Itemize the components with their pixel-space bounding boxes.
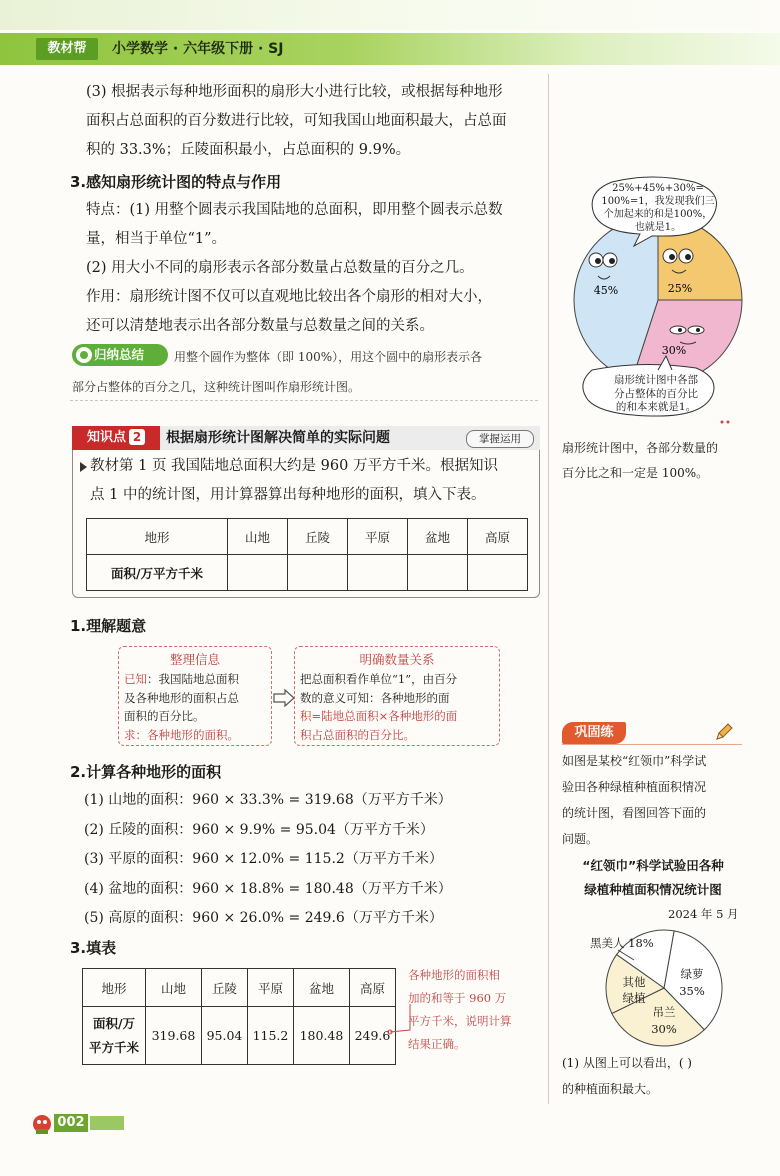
paragraph-line: (3) 根据表示每种地形面积的扇形大小进行比较，或根据每种地形 xyxy=(86,84,503,100)
info-box-body xyxy=(124,670,270,744)
pencil-icon xyxy=(714,722,734,742)
question-1 xyxy=(562,1050,692,1102)
calc-line: (4) 盆地的面积：960 × 18.8% = 180.48（万平方千米） xyxy=(84,880,452,897)
table-header-cell: 平原 xyxy=(247,969,293,1007)
pie-slice-label: 45% xyxy=(593,284,619,297)
table-header-cell: 平原 xyxy=(348,519,408,555)
consolidate-tag: 巩固练 xyxy=(562,722,626,744)
decoration-dot xyxy=(721,421,724,424)
kp-tag-label: 知识点 xyxy=(86,430,126,445)
paragraph-3 xyxy=(86,78,546,165)
knowledge-point-tag xyxy=(72,426,160,450)
chart-title-line: 绿植种植面积情况统计图 xyxy=(584,882,722,897)
question-line: 验田各种绿植种植面积情况 xyxy=(562,780,707,794)
question-line: 如图是某校“红领巾”科学试 xyxy=(562,754,707,768)
answer-cell: 95.04 xyxy=(201,1007,247,1065)
table-header-cell: 地形 xyxy=(87,519,228,555)
pie2-label-pothos: 绿萝 35% xyxy=(679,967,705,998)
info-line: 面积的百分比。 xyxy=(124,709,205,723)
blank-answer-cell[interactable] xyxy=(408,555,468,591)
table-header-cell: 山地 xyxy=(228,519,288,555)
summary-line-2: 部分占整体的百分之几，这种统计图叫作扇形统计图。 xyxy=(72,380,361,394)
pie2-label-black-beauty xyxy=(590,934,654,952)
question-line: 的统计图，看图回答下面的 xyxy=(562,806,707,820)
feature-line: 还可以清楚地表示出各部分数量与总数量之间的关系。 xyxy=(86,318,434,334)
table-header-cell: 盆地 xyxy=(293,969,349,1007)
target-icon xyxy=(76,347,92,363)
info-box-title: 整理信息 xyxy=(169,652,220,667)
features-block xyxy=(86,196,546,341)
calc-title: 2.计算各种地形的面积 xyxy=(70,763,222,781)
blank-area-table xyxy=(86,518,528,591)
note-line: 加的和等于 960 万 xyxy=(408,991,507,1005)
row-label-line: 平方千米 xyxy=(88,1039,139,1055)
relation-line: 积=陆地总面积×各种地形的面 xyxy=(300,709,458,723)
relation-box-title: 明确数量关系 xyxy=(359,652,435,667)
bubble-line: 100%=1，我发现我们三 xyxy=(601,196,715,207)
kp-number: 2 xyxy=(129,429,145,445)
understand-title: 1.理解题意 xyxy=(70,617,147,635)
note-line: 各种地形的面积相 xyxy=(408,968,500,982)
pie-label-line: 黑美人 18% xyxy=(590,936,654,950)
table-header-cell: 盆地 xyxy=(408,519,468,555)
paragraph-line: 面积占总面积的百分数进行比较，可知我国山地面积最大，占总面 xyxy=(86,113,507,129)
sidebar-illustration xyxy=(562,174,752,428)
knowledge-point-title: 根据扇形统计图解决简单的实际问题 xyxy=(166,430,390,446)
kp-line: 教材第 1 页 我国陆地总面积大约是 960 万平方千米。根据知识 xyxy=(90,458,498,474)
book-title: 小学数学 · 六年级下册 · SJ xyxy=(112,41,284,57)
pie-slice-label: 30% xyxy=(661,344,687,357)
summary-tag-label: 归纳总结 xyxy=(94,347,145,362)
summary-tag xyxy=(72,344,168,366)
header-band xyxy=(0,0,780,30)
relation-box-body xyxy=(300,670,500,744)
answer-cell: 249.6 xyxy=(349,1007,395,1065)
question-line: (1) 从图上可以看出，( ) xyxy=(562,1056,692,1070)
blank-answer-cell[interactable] xyxy=(228,555,288,591)
side-note xyxy=(562,436,742,486)
blank-answer-cell[interactable] xyxy=(468,555,528,591)
calc-line: (5) 高原的面积：960 × 26.0% = 249.6（万平方千米） xyxy=(84,910,443,926)
answer-table xyxy=(82,968,396,1065)
relation-line: 把总面积看作单位“1”，由百分 xyxy=(300,672,458,686)
bubble-line: 也就是1。 xyxy=(634,222,682,233)
bubble-line: 的和本来就是1。 xyxy=(615,401,697,413)
decoration-dot xyxy=(727,421,730,424)
bubble-top-text xyxy=(588,182,728,234)
page-number-badge xyxy=(30,1112,130,1134)
chart-title-line: “红领巾”科学试验田各种 xyxy=(582,858,724,873)
page-number: 002 xyxy=(54,1114,88,1132)
bubble-bottom-text xyxy=(586,374,726,415)
table-row-label: 面积/万平方千米 xyxy=(87,555,228,591)
pie-slice-label: 25% xyxy=(667,282,693,295)
bubble-line: 分占整体的百分比 xyxy=(614,387,698,400)
relation-line: 数的意义可知：各种地形的面 xyxy=(300,690,450,705)
fill-title: 3.填表 xyxy=(70,939,117,957)
feature-line: 特点：(1) 用整个圆表示我国陆地的总面积，即用整个圆表示总数 xyxy=(86,202,503,218)
table-header-cell: 高原 xyxy=(349,969,395,1007)
table-row-label xyxy=(83,1007,146,1065)
side-note-line: 扇形统计图中，各部分数量的 xyxy=(562,441,719,455)
footer-strip xyxy=(90,1116,124,1130)
info-line: 及各种地形的面积占总 xyxy=(124,690,239,705)
row-label-line: 面积/万 xyxy=(92,1015,136,1031)
table-header-cell: 丘陵 xyxy=(201,969,247,1007)
answer-cell: 319.68 xyxy=(146,1007,202,1065)
calc-block xyxy=(84,786,452,934)
consolidate-divider xyxy=(562,744,742,745)
kp-line: 点 1 中的统计图，用计算器算出每种地形的面积，填入下表。 xyxy=(90,487,486,503)
answer-cell: 180.48 xyxy=(293,1007,349,1065)
table-header-cell: 丘陵 xyxy=(288,519,348,555)
pie-chart-1 xyxy=(574,216,742,384)
pie2-label-spider-plant: 吊兰 30% xyxy=(651,1005,677,1036)
blank-answer-cell[interactable] xyxy=(348,555,408,591)
info-ask: 求：各种地形的面积。 xyxy=(124,727,239,742)
question-line: 的种植面积最大。 xyxy=(562,1082,659,1096)
question-line: 问题。 xyxy=(562,832,599,846)
bubble-line: 扇形统计图中各部 xyxy=(614,374,698,386)
table-header-cell: 高原 xyxy=(468,519,528,555)
blank-answer-cell[interactable] xyxy=(288,555,348,591)
skill-badge: 掌握运用 xyxy=(466,430,534,448)
check-note xyxy=(408,964,548,1056)
side-note-line: 百分比之和一定是 100%。 xyxy=(562,466,709,480)
chart-date: 2024 年 5 月 xyxy=(668,907,739,921)
brand-label: 教材帮 xyxy=(36,38,98,60)
chart-title xyxy=(562,854,744,902)
paragraph-line: 积的 33.3%；丘陵面积最小，占总面积的 9.9%。 xyxy=(86,142,411,158)
info-line: 已知：我国陆地总面积 xyxy=(124,672,239,686)
table-header-cell: 山地 xyxy=(146,969,202,1007)
column-divider xyxy=(548,74,549,1104)
calc-line: (2) 丘陵的面积：960 × 9.9% = 95.04（万平方千米） xyxy=(84,821,434,838)
triangle-bullet-icon xyxy=(80,462,87,472)
consolidate-body xyxy=(562,748,744,852)
note-line: 平方千米，说明计算 xyxy=(408,1014,512,1028)
feature-line: 量，相当于单位“1”。 xyxy=(86,231,227,247)
info-line xyxy=(124,726,270,745)
bubble-line: 25%+45%+30%= xyxy=(612,183,704,194)
feature-line: 作用：扇形统计图不仅可以直观地比较出各个扇形的相对大小， xyxy=(86,289,492,305)
answer-cell: 115.2 xyxy=(247,1007,293,1065)
section-3-title: 3.感知扇形统计图的特点与作用 xyxy=(70,173,282,191)
relation-line: 积占总面积的百分比。 xyxy=(300,727,415,742)
table-header-cell: 地形 xyxy=(83,969,146,1007)
note-line: 结果正确。 xyxy=(408,1037,466,1051)
bubble-line: 个加起来的和是100%， xyxy=(603,209,713,220)
right-arrow-icon xyxy=(273,689,295,707)
calc-line: (3) 平原的面积：960 × 12.0% = 115.2（万平方千米） xyxy=(84,851,443,867)
summary-line-1: 用整个圆作为整体（即 100%），用这个圆中的扇形表示各 xyxy=(174,350,483,364)
pie2-label-other: 其他绿植 xyxy=(622,975,646,1005)
kp-question xyxy=(90,452,536,510)
feature-line: (2) 用大小不同的扇形表示各部分数量占总数量的百分之几。 xyxy=(86,260,474,276)
calc-line: (1) 山地的面积：960 × 33.3% = 319.68（万平方千米） xyxy=(84,792,452,808)
